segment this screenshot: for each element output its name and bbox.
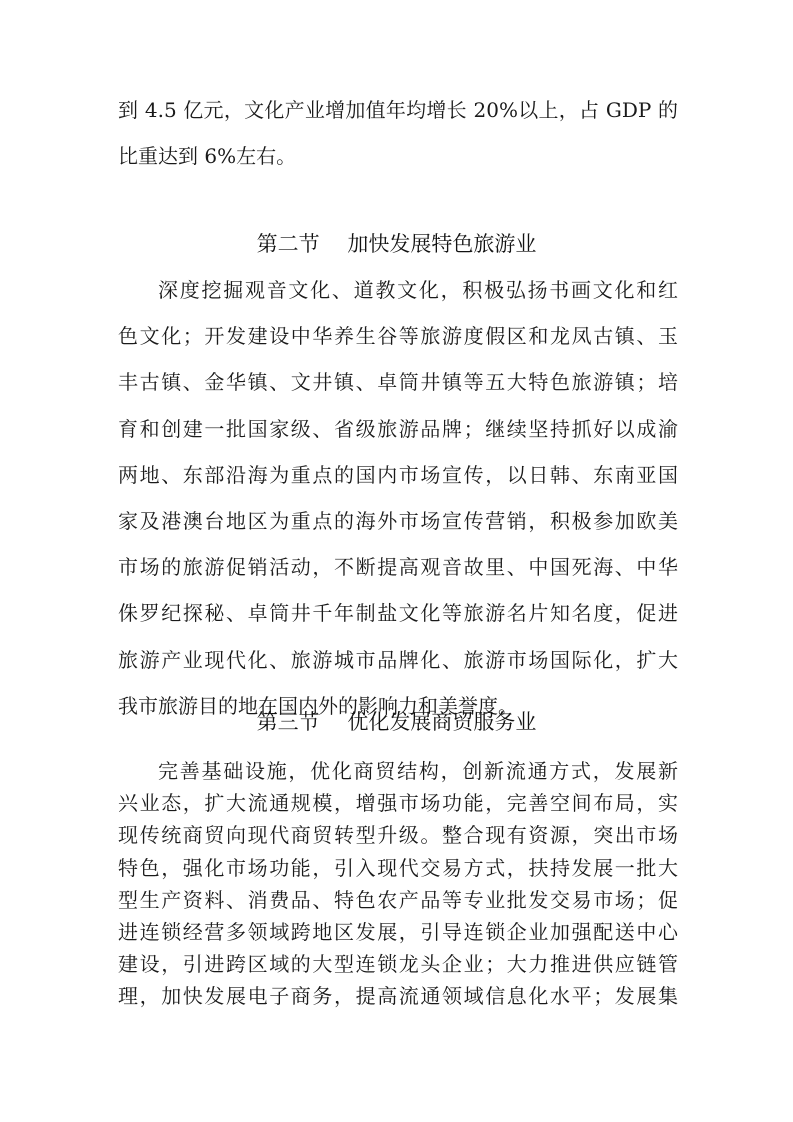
paragraph-line: 育和创建一批国家级、省级旅游品牌；继续坚持抓好以成渝 bbox=[118, 416, 678, 441]
intro-paragraph bbox=[118, 87, 678, 179]
paragraph-line: 进连锁经营多领域跨地区发展，引导连锁企业加强配送中心 bbox=[118, 919, 678, 944]
paragraph-line: 深度挖掘观音文化、道教文化，积极弘扬书画文化和红 bbox=[158, 278, 678, 302]
paragraph-line: 建设，引进跨区域的大型连锁龙头企业；大力推进供应链管 bbox=[118, 952, 678, 977]
section-heading-2: 第二节 加快发展特色旅游业 bbox=[256, 232, 537, 256]
paragraph-line: 型生产资料、消费品、特色农产品等专业批发交易市场；促 bbox=[118, 887, 678, 912]
paragraph-line: 到 4.5 亿元，文化产业增加值年均增长 20%以上，占 GDP 的 bbox=[118, 98, 678, 122]
paragraph-line: 市场的旅游促销活动，不断提高观音故里、中国死海、中华 bbox=[118, 555, 678, 580]
section2-paragraph bbox=[118, 267, 678, 729]
paragraph-line: 旅游产业现代化、旅游城市品牌化、旅游市场国际化，扩大 bbox=[118, 647, 678, 672]
paragraph-line: 完善基础设施，优化商贸结构，创新流通方式，发展新 bbox=[158, 759, 678, 783]
paragraph-line: 比重达到 6%左右。 bbox=[118, 144, 297, 168]
paragraph-line: 特色，强化市场功能，引入现代交易方式，扶持发展一批大 bbox=[118, 855, 678, 880]
paragraph-line: 侏罗纪探秘、卓筒井千年制盐文化等旅游名片知名度，促进 bbox=[118, 601, 678, 626]
paragraph-line: 丰古镇、金华镇、文井镇、卓筒井镇等五大特色旅游镇；培 bbox=[118, 370, 678, 395]
paragraph-line: 两地、东部沿海为重点的国内市场宣传，以日韩、东南亚国 bbox=[118, 462, 678, 487]
section3-paragraph bbox=[118, 755, 678, 1013]
paragraph-line: 现传统商贸向现代商贸转型升级。整合现有资源，突出市场 bbox=[118, 823, 678, 848]
paragraph-line: 兴业态，扩大流通规模，增强市场功能，完善空间布局，实 bbox=[118, 791, 678, 816]
paragraph-line: 理，加快发展电子商务，提高流通领域信息化水平；发展集 bbox=[118, 984, 678, 1009]
paragraph-line: 家及港澳台地区为重点的海外市场宣传营销，积极参加欧美 bbox=[118, 508, 678, 533]
section-heading-3: 第三节 优化发展商贸服务业 bbox=[256, 710, 537, 734]
paragraph-line: 色文化；开发建设中华养生谷等旅游度假区和龙凤古镇、玉 bbox=[118, 324, 678, 349]
paragraph-line: 我市旅游目的地在国内外的影响力和美誉度。 bbox=[118, 693, 518, 718]
